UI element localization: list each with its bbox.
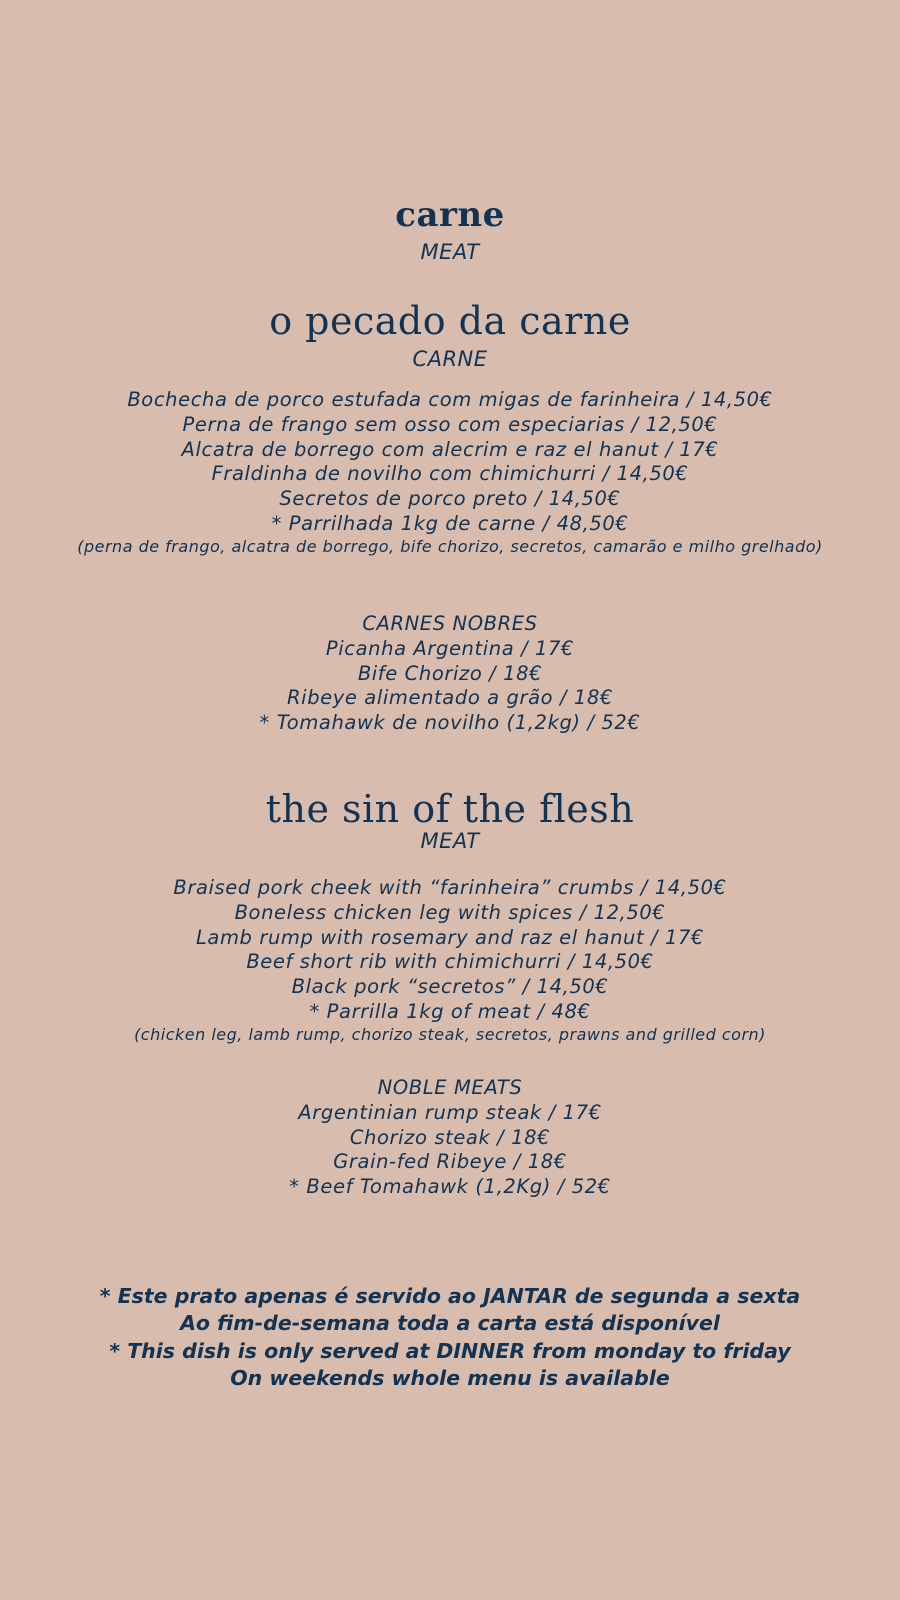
- en-section: [0, 786, 900, 1045]
- menu-item: * Parrilhada 1kg de carne / 48,50€: [271, 511, 629, 535]
- menu-item: Argentinian rump steak / 17€: [298, 1100, 602, 1124]
- menu-item: Black pork “secretos” / 14,50€: [291, 975, 609, 999]
- menu-item: Braised pork cheek with “farinheira” crumbs / 14,50€: [173, 876, 727, 899]
- pt-noble-section: [0, 612, 900, 736]
- noble-title: NOBLE MEATS: [377, 1076, 523, 1099]
- footer-notes: [0, 1283, 900, 1392]
- footer-line: On weekends whole menu is available: [230, 1365, 670, 1390]
- menu-item: Ribeye alimentado a grão / 18€: [287, 686, 613, 710]
- menu-item: * Beef Tomahawk (1,2Kg) / 52€: [289, 1175, 611, 1199]
- menu-item: Bochecha de porco estufada com migas de farinheira / 14,50€: [127, 388, 773, 411]
- noble-title: CARNES NOBRES: [362, 612, 538, 635]
- menu-item: Alcatra de borrego com alecrim e raz el hanut / 17€: [181, 437, 719, 461]
- menu-item: * Tomahawk de novilho (1,2kg) / 52€: [259, 711, 641, 735]
- menu-item: Grain-fed Ribeye / 18€: [333, 1150, 567, 1174]
- menu-item: Beef short rib with chimichurri / 14,50€: [246, 950, 654, 974]
- menu-item: Lamb rump with rosemary and raz el hanut / 17€: [195, 925, 705, 949]
- pt-menu-list: [0, 388, 900, 557]
- pt-section: [0, 298, 900, 557]
- page-title: carne: [395, 195, 505, 235]
- pt-section-title: o pecado da carne: [269, 299, 631, 343]
- pt-section-subtitle: CARNE: [412, 347, 488, 371]
- footer-line: * Este prato apenas é servido ao JANTAR de segunda a sexta: [99, 1284, 801, 1308]
- menu-item: Bife Chorizo / 18€: [357, 661, 543, 685]
- footer-line: * This dish is only served at DINNER from monday to friday: [109, 1338, 791, 1363]
- en-section-title: the sin of the flesh: [265, 787, 635, 831]
- menu-item-note: (chicken leg, lamb rump, chorizo steak, secretos, prawns and grilled corn): [134, 1024, 766, 1044]
- menu-item: Secretos de porco preto / 14,50€: [279, 487, 621, 511]
- en-noble-section: [0, 1076, 900, 1200]
- en-section-subtitle: MEAT: [420, 829, 480, 853]
- menu-item: Fraldinha de novilho com chimichurri / 14,50€: [211, 462, 689, 486]
- page-subtitle: MEAT: [420, 240, 480, 264]
- menu-item-note: (perna de frango, alcatra de borrego, bife chorizo, secretos, camarão e milho grelhado): [77, 536, 823, 556]
- menu-item: Chorizo steak / 18€: [349, 1125, 551, 1149]
- menu-item: Picanha Argentina / 17€: [325, 636, 575, 660]
- menu-item: Perna de frango sem osso com especiarias / 12,50€: [182, 412, 718, 436]
- menu-item: Boneless chicken leg with spices / 12,50€: [234, 900, 666, 924]
- menu-item: * Parrilla 1kg of meat / 48€: [309, 999, 591, 1023]
- en-menu-list: [0, 876, 900, 1045]
- menu-header: [0, 195, 900, 265]
- footer-line: Ao fim-de-semana toda a carta está disponível: [180, 1311, 720, 1336]
